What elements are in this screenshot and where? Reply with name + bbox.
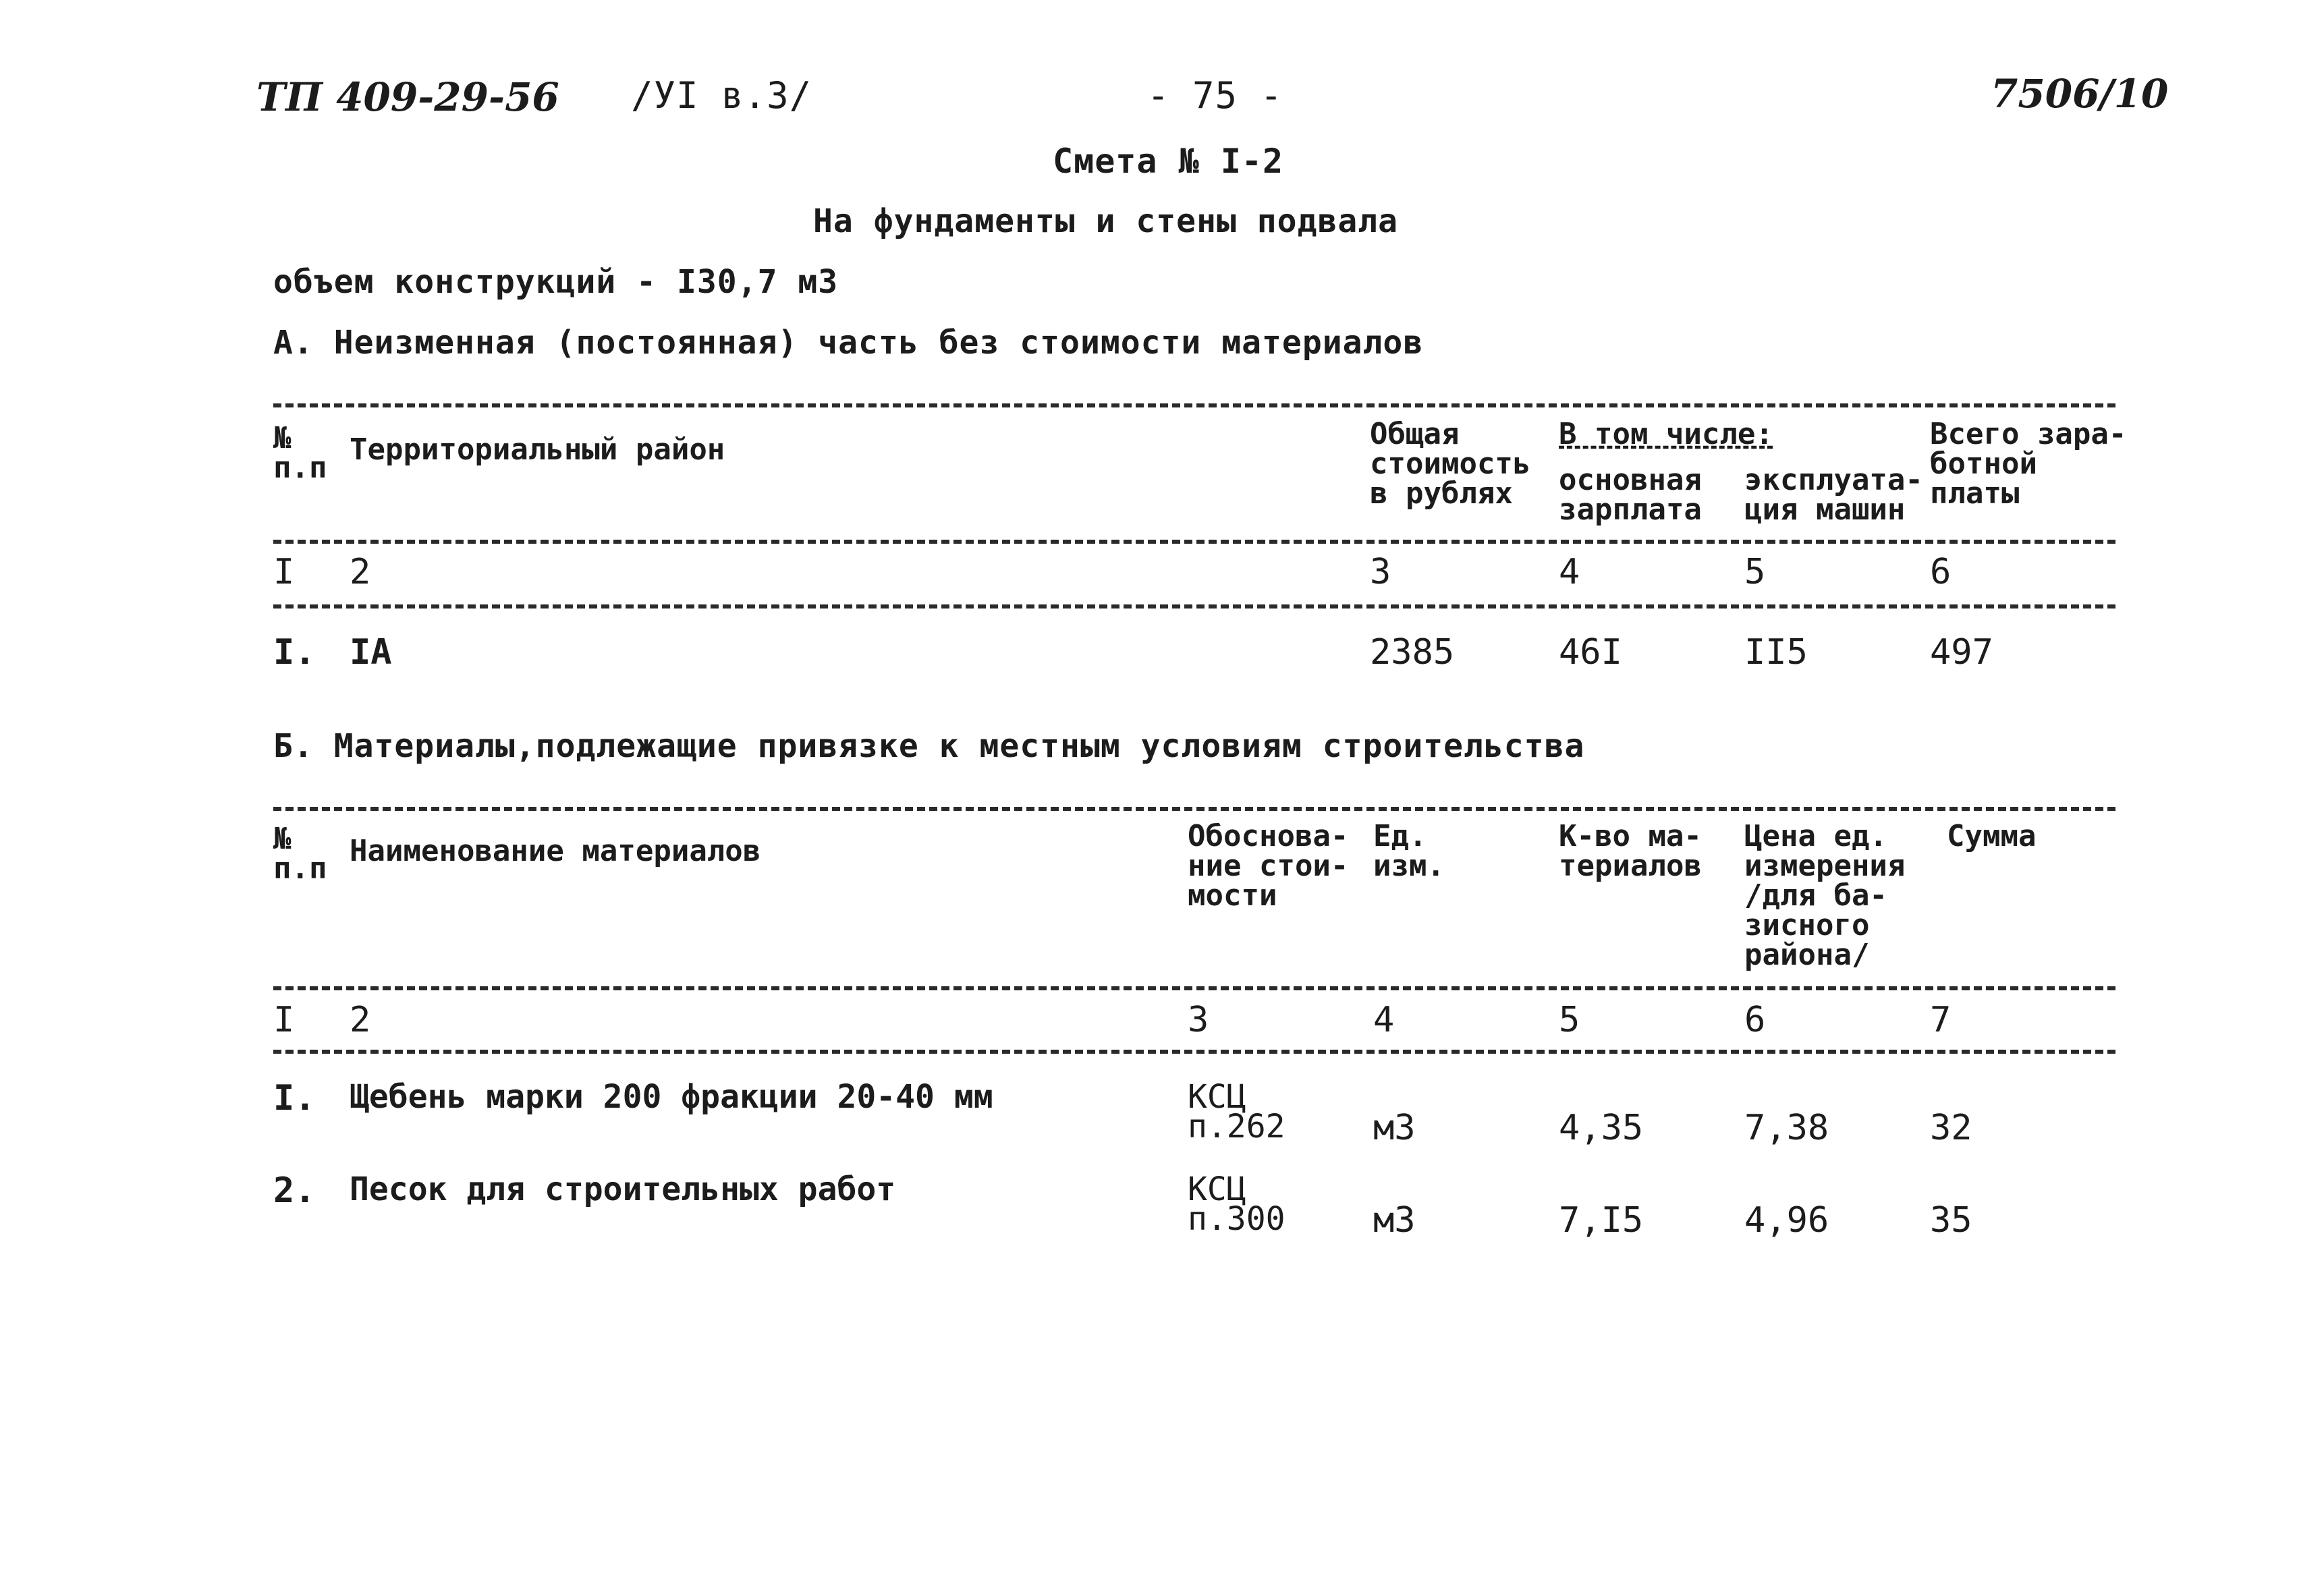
col-number: I	[273, 552, 295, 592]
col-number: 3	[1188, 1000, 1209, 1040]
col-unit-header-1: Ед.	[1373, 819, 1427, 853]
estimate-subtitle: На фундаменты и стены подвала	[813, 202, 1399, 240]
row-basis-code: КСЦ	[1188, 1078, 1246, 1116]
col-total-header-1: Общая	[1370, 417, 1460, 451]
row-total-cost: 2385	[1370, 632, 1455, 673]
col-number: 5	[1559, 1000, 1580, 1040]
col-basis-header-2: ние стои-	[1188, 849, 1349, 883]
row-number: I.	[273, 632, 316, 673]
estimate-title: Смета № I-2	[1053, 142, 1284, 181]
row-number: I.	[273, 1078, 316, 1118]
col-number: 4	[1373, 1000, 1395, 1040]
col-num-label: п.п	[273, 451, 327, 485]
col-wage-header-1: основная	[1559, 463, 1702, 497]
col-number: 3	[1370, 552, 1391, 592]
col-all-wage-header-3: платы	[1930, 476, 2020, 511]
col-price-header-1: Цена ед.	[1744, 819, 1887, 853]
row-total-wage: 497	[1930, 632, 1993, 673]
table-a-header-rule	[273, 540, 2115, 544]
col-price-header-4: зисного	[1744, 908, 1870, 942]
col-qty-header-2: териалов	[1559, 849, 1702, 883]
section-b-title: Б. Материалы,подлежащие привязке к местным условиям строительства	[273, 727, 1585, 765]
row-basis-item: п.300	[1188, 1200, 1285, 1238]
col-material-name-header: Наименование материалов	[350, 834, 761, 868]
col-num-symbol: №	[273, 822, 292, 856]
col-number: 6	[1930, 552, 1952, 592]
row-material-name: Щебень марки 200 фракции 20-40 мм	[350, 1078, 993, 1116]
col-price-header-5: района/	[1744, 938, 1870, 972]
row-unit-price: 7,38	[1744, 1108, 1829, 1148]
col-number: 4	[1559, 552, 1580, 592]
col-total-header-2: стоимость	[1370, 447, 1531, 481]
construction-volume: объем конструкций - I30,7 м3	[273, 263, 839, 301]
col-basis-header-3: мости	[1188, 878, 1277, 913]
row-sum: 32	[1930, 1108, 1972, 1148]
table-b-top-rule	[273, 807, 2115, 811]
table-a-numbers-rule	[273, 604, 2115, 608]
row-quantity: 7,I5	[1559, 1200, 1644, 1241]
table-b-numbers-rule	[273, 1050, 2115, 1054]
col-sum-header: Сумма	[1947, 819, 2037, 853]
row-basis-item: п.262	[1188, 1108, 1285, 1145]
volume-label: /УI в.3/	[631, 74, 812, 117]
col-all-wage-header-2: ботной	[1930, 447, 2037, 481]
col-price-header-2: измерения	[1744, 849, 1906, 883]
row-basis-code: КСЦ	[1188, 1170, 1246, 1208]
col-wage-header-2: зарплата	[1559, 492, 1702, 527]
col-price-header-3: /для ба-	[1744, 878, 1887, 913]
row-quantity: 4,35	[1559, 1108, 1644, 1148]
section-a-title: А. Неизменная (постоянная) часть без стоимости материалов	[273, 324, 1424, 362]
table-b-header-rule	[273, 986, 2115, 990]
col-num-symbol: №	[273, 421, 292, 455]
row-unit: м3	[1373, 1200, 1416, 1241]
col-num-label: п.п	[273, 851, 327, 886]
row-sum: 35	[1930, 1200, 1972, 1241]
col-number: 2	[350, 1000, 371, 1040]
col-number: 2	[350, 552, 371, 592]
col-including-header: В том числе:	[1559, 417, 1773, 451]
col-unit-header-2: изм.	[1373, 849, 1445, 883]
table-a-top-rule	[273, 403, 2115, 407]
document-code: ТП 409-29-56	[256, 74, 559, 120]
row-unit-price: 4,96	[1744, 1200, 1829, 1241]
col-total-header-3: в рублях	[1370, 476, 1513, 511]
row-number: 2.	[273, 1170, 316, 1211]
col-machines-header-1: эксплуата-	[1744, 463, 1923, 497]
col-all-wage-header-1: Всего зара-	[1930, 417, 2127, 451]
col-qty-header-1: К-во ма-	[1559, 819, 1702, 853]
col-number: I	[273, 1000, 295, 1040]
row-unit: м3	[1373, 1108, 1416, 1148]
row-material-name: Песок для строительных работ	[350, 1170, 896, 1208]
col-number: 5	[1744, 552, 1766, 592]
col-basis-header-1: Обоснова-	[1188, 819, 1349, 853]
row-machine-operation: II5	[1744, 632, 1808, 673]
page-number: - 75 -	[1147, 74, 1283, 117]
col-number: 6	[1744, 1000, 1766, 1040]
col-machines-header-2: ция машин	[1744, 492, 1906, 527]
inventory-stamp: 7506/10	[1991, 71, 2169, 117]
col-district-header: Территориальный район	[350, 432, 725, 467]
row-district: IА	[350, 632, 392, 673]
row-base-wage: 46I	[1559, 632, 1622, 673]
col-number: 7	[1930, 1000, 1952, 1040]
